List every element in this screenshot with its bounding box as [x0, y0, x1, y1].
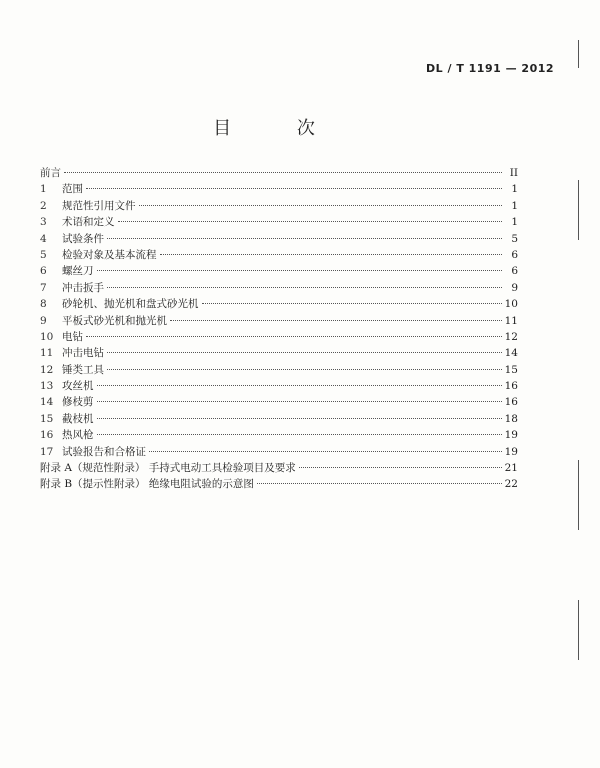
toc-entry-number: 12 — [40, 363, 54, 376]
toc-entry-page: 19 — [504, 429, 518, 442]
toc-leader-dots — [170, 319, 502, 321]
toc-entry-page: 5 — [511, 232, 518, 245]
toc-leader-dots — [97, 433, 503, 435]
toc-entry-label: 术语和定义 — [62, 216, 115, 229]
toc-entry-label: 试验报告和合格证 — [62, 445, 146, 458]
toc-entry — [40, 427, 518, 443]
toc-leader-dots — [149, 450, 502, 452]
toc-entry-page: 14 — [504, 347, 518, 360]
toc-entry-label: 规范性引用文件 — [62, 199, 136, 212]
toc-entry-number: 14 — [40, 396, 54, 409]
toc-entry-label: 冲击电钻 — [62, 347, 104, 360]
toc-entry — [40, 362, 518, 378]
page-title: 目 次 — [213, 118, 345, 139]
toc-leader-dots — [107, 286, 502, 288]
toc-entry-page: 11 — [504, 314, 518, 327]
toc-entry-number: 7 — [40, 281, 47, 294]
toc-entry-page: 9 — [511, 281, 518, 294]
toc-entry-page: 21 — [504, 462, 518, 475]
toc-entry-number: 17 — [40, 445, 54, 458]
toc-entry-label: 螺丝刀 — [62, 265, 94, 278]
toc-entry — [40, 460, 518, 476]
toc-entry-page: 19 — [504, 445, 518, 458]
scan-edge-mark — [578, 40, 579, 68]
toc-entry-label: 检验对象及基本流程 — [62, 248, 157, 261]
toc-leader-dots — [86, 335, 502, 337]
toc-entry — [40, 394, 518, 410]
toc-entry — [40, 231, 518, 247]
toc-entry-label: 附录 A（规范性附录） 手持式电动工具检验项目及要求 — [40, 462, 296, 475]
toc-entry-number: 1 — [40, 183, 47, 196]
toc-entry — [40, 181, 518, 197]
toc-entry-number: 8 — [40, 298, 47, 311]
toc-entry-page: 22 — [504, 478, 518, 491]
toc-entry — [40, 444, 518, 460]
toc-entry-label: 热风枪 — [62, 429, 94, 442]
toc-entry — [40, 345, 518, 361]
toc-entry-page: 15 — [504, 363, 518, 376]
toc-entry-number: 2 — [40, 199, 47, 212]
toc-entry-page: 12 — [504, 330, 518, 343]
toc-entry-label: 冲击扳手 — [62, 281, 104, 294]
toc-entry-label: 锤类工具 — [62, 363, 104, 376]
toc-entry-number: 10 — [40, 330, 54, 343]
toc-leader-dots — [97, 417, 503, 419]
toc-entry-page: 1 — [511, 216, 518, 229]
toc-entry-page: 1 — [511, 183, 518, 196]
toc-entry-label: 截枝机 — [62, 412, 94, 425]
toc-entry — [40, 214, 518, 230]
toc-entry — [40, 411, 518, 427]
toc-entry-label: 试验条件 — [62, 232, 104, 245]
toc-entry-number: 15 — [40, 412, 54, 425]
toc-entry — [40, 313, 518, 329]
toc-entry — [40, 247, 518, 263]
toc-leader-dots — [107, 351, 502, 353]
toc-entry — [40, 476, 518, 492]
toc-leader-dots — [299, 466, 502, 468]
toc-entry — [40, 165, 518, 181]
toc-leader-dots — [86, 187, 502, 189]
toc-entry-label: 范围 — [62, 183, 83, 196]
toc-entry-label: 攻丝机 — [62, 380, 94, 393]
toc-entry-number: 4 — [40, 232, 47, 245]
toc-entry-page: 1 — [511, 199, 518, 212]
toc-entry-number: 16 — [40, 429, 54, 442]
toc-entry — [40, 329, 518, 345]
toc-leader-dots — [97, 400, 503, 402]
toc-leader-dots — [97, 269, 503, 271]
toc-entry-page: 16 — [504, 380, 518, 393]
toc-entry-page: 6 — [511, 248, 518, 261]
toc-entry-number: 9 — [40, 314, 47, 327]
standard-code: DL / T 1191 — 2012 — [426, 62, 555, 75]
table-of-contents — [40, 165, 518, 493]
scan-edge-mark — [578, 180, 579, 240]
toc-entry — [40, 263, 518, 279]
toc-leader-dots — [202, 302, 503, 304]
toc-entry-label: 修枝剪 — [62, 396, 94, 409]
toc-leader-dots — [160, 253, 503, 255]
toc-leader-dots — [97, 384, 503, 386]
toc-leader-dots — [257, 482, 502, 484]
toc-entry-number: 6 — [40, 265, 47, 278]
toc-leader-dots — [64, 171, 502, 173]
toc-entry — [40, 198, 518, 214]
toc-entry-label: 前言 — [40, 167, 61, 179]
scan-edge-mark — [578, 460, 579, 530]
toc-leader-dots — [139, 204, 503, 206]
toc-entry-number: 13 — [40, 380, 54, 393]
scan-edge-mark — [578, 600, 579, 660]
toc-leader-dots — [118, 220, 503, 222]
toc-entry-number: 3 — [40, 216, 47, 229]
toc-entry — [40, 280, 518, 296]
toc-entry-label: 电钻 — [62, 330, 83, 343]
toc-leader-dots — [107, 237, 502, 239]
toc-entry-page: 6 — [511, 265, 518, 278]
toc-entry-page: 10 — [504, 298, 518, 311]
toc-entry-label: 砂轮机、抛光机和盘式砂光机 — [62, 298, 199, 311]
toc-entry-page: 16 — [504, 396, 518, 409]
toc-entry-number: 5 — [40, 248, 47, 261]
toc-entry — [40, 378, 518, 394]
toc-entry-label: 平板式砂光机和抛光机 — [62, 314, 167, 327]
toc-entry-number: 11 — [40, 347, 54, 360]
toc-entry-page: 18 — [504, 412, 518, 425]
toc-entry — [40, 296, 518, 312]
toc-entry-page: II — [509, 167, 518, 179]
toc-entry-label: 附录 B（提示性附录） 绝缘电阻试验的示意图 — [40, 478, 254, 491]
toc-leader-dots — [107, 368, 502, 370]
